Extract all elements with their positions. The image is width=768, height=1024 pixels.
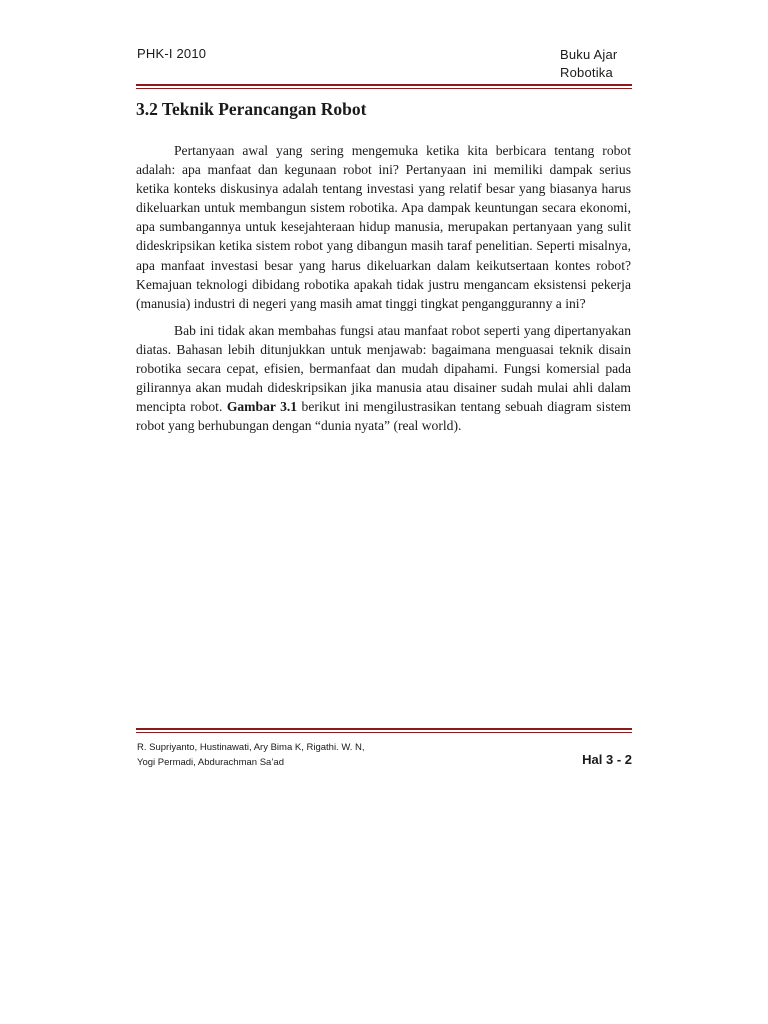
header-course-code: PHK-I 2010 (137, 46, 207, 61)
footer-authors-line2: Yogi Permadi, Abdurachman Sa’ad (137, 757, 284, 768)
header-book-title (560, 46, 640, 82)
paragraph-1: Pertanyaan awal yang sering mengemuka ketika kita berbicara tentang robot adalah: apa manfaat dan kegunaan robot ini? Pertanyaan ini memiliki dampak serius ketika konteks diskusinya adalah tentang investasi yang relatif besar yang biasanya harus dikeluarkan untuk membangun sistem robotika. Apa dampak keuntungan secara ekonomi, apa sumbangannya untuk kesejahteraan hidup manusia, merupakan pertanyaan yang sulit dideskripsikan ketika sistem robot yang dibangun masih taraf penelitian. Seperti misalnya, apa manfaat investasi besar yang harus dikeluarkan dalam keikutsertaan kontes robot? Kemajuan teknologi dibidang robotika apakah tidak justru mengancam eksistensi pekerja (manusia) industri di negeri yang masih amat tinggi tingkat pengangguranny a ini? (136, 143, 631, 311)
footer-authors (137, 740, 517, 770)
figure-reference: Gambar 3.1 (226, 399, 298, 415)
header-book-title-line2: Robotika (560, 65, 613, 80)
footer-authors-line1: R. Supriyanto, Hustinawati, Ary Bima K, Rigathi. W. N, (137, 742, 365, 753)
footer-rule-thick (136, 728, 632, 730)
header-rule-thin (136, 88, 632, 89)
paragraph-2-text-start: Bab ini tidak akan membahas fungsi atau manfaat robot seperti yang dipertanyakan diatas. Bahasan lebih ditunjukkan untuk menjawab: bagaimana menguasai teknik disain robotika secara cepat, efisien, bermanfaat dan mudah dipahami. Fungsi komersial pada gilirannya akan mudah dideskripsikan jika manusia atau disainer sudah mulai ahli dalam mencipta robot. (136, 322, 631, 415)
footer-rule-thin (136, 732, 632, 733)
paragraph-2 (136, 321, 631, 436)
header-rule-thick (136, 84, 632, 86)
body-text (136, 141, 631, 443)
header-book-title-line1: Buku Ajar (560, 47, 618, 62)
section-title: 3.2 Teknik Perancangan Robot (136, 99, 367, 119)
page-number: Hal 3 - 2 (582, 752, 632, 767)
paragraph-2-text-end: berikut ini mengilustrasikan tentang sebuah diagram sistem robot yang berhubungan dengan “dunia nyata” (real world). (136, 399, 631, 434)
